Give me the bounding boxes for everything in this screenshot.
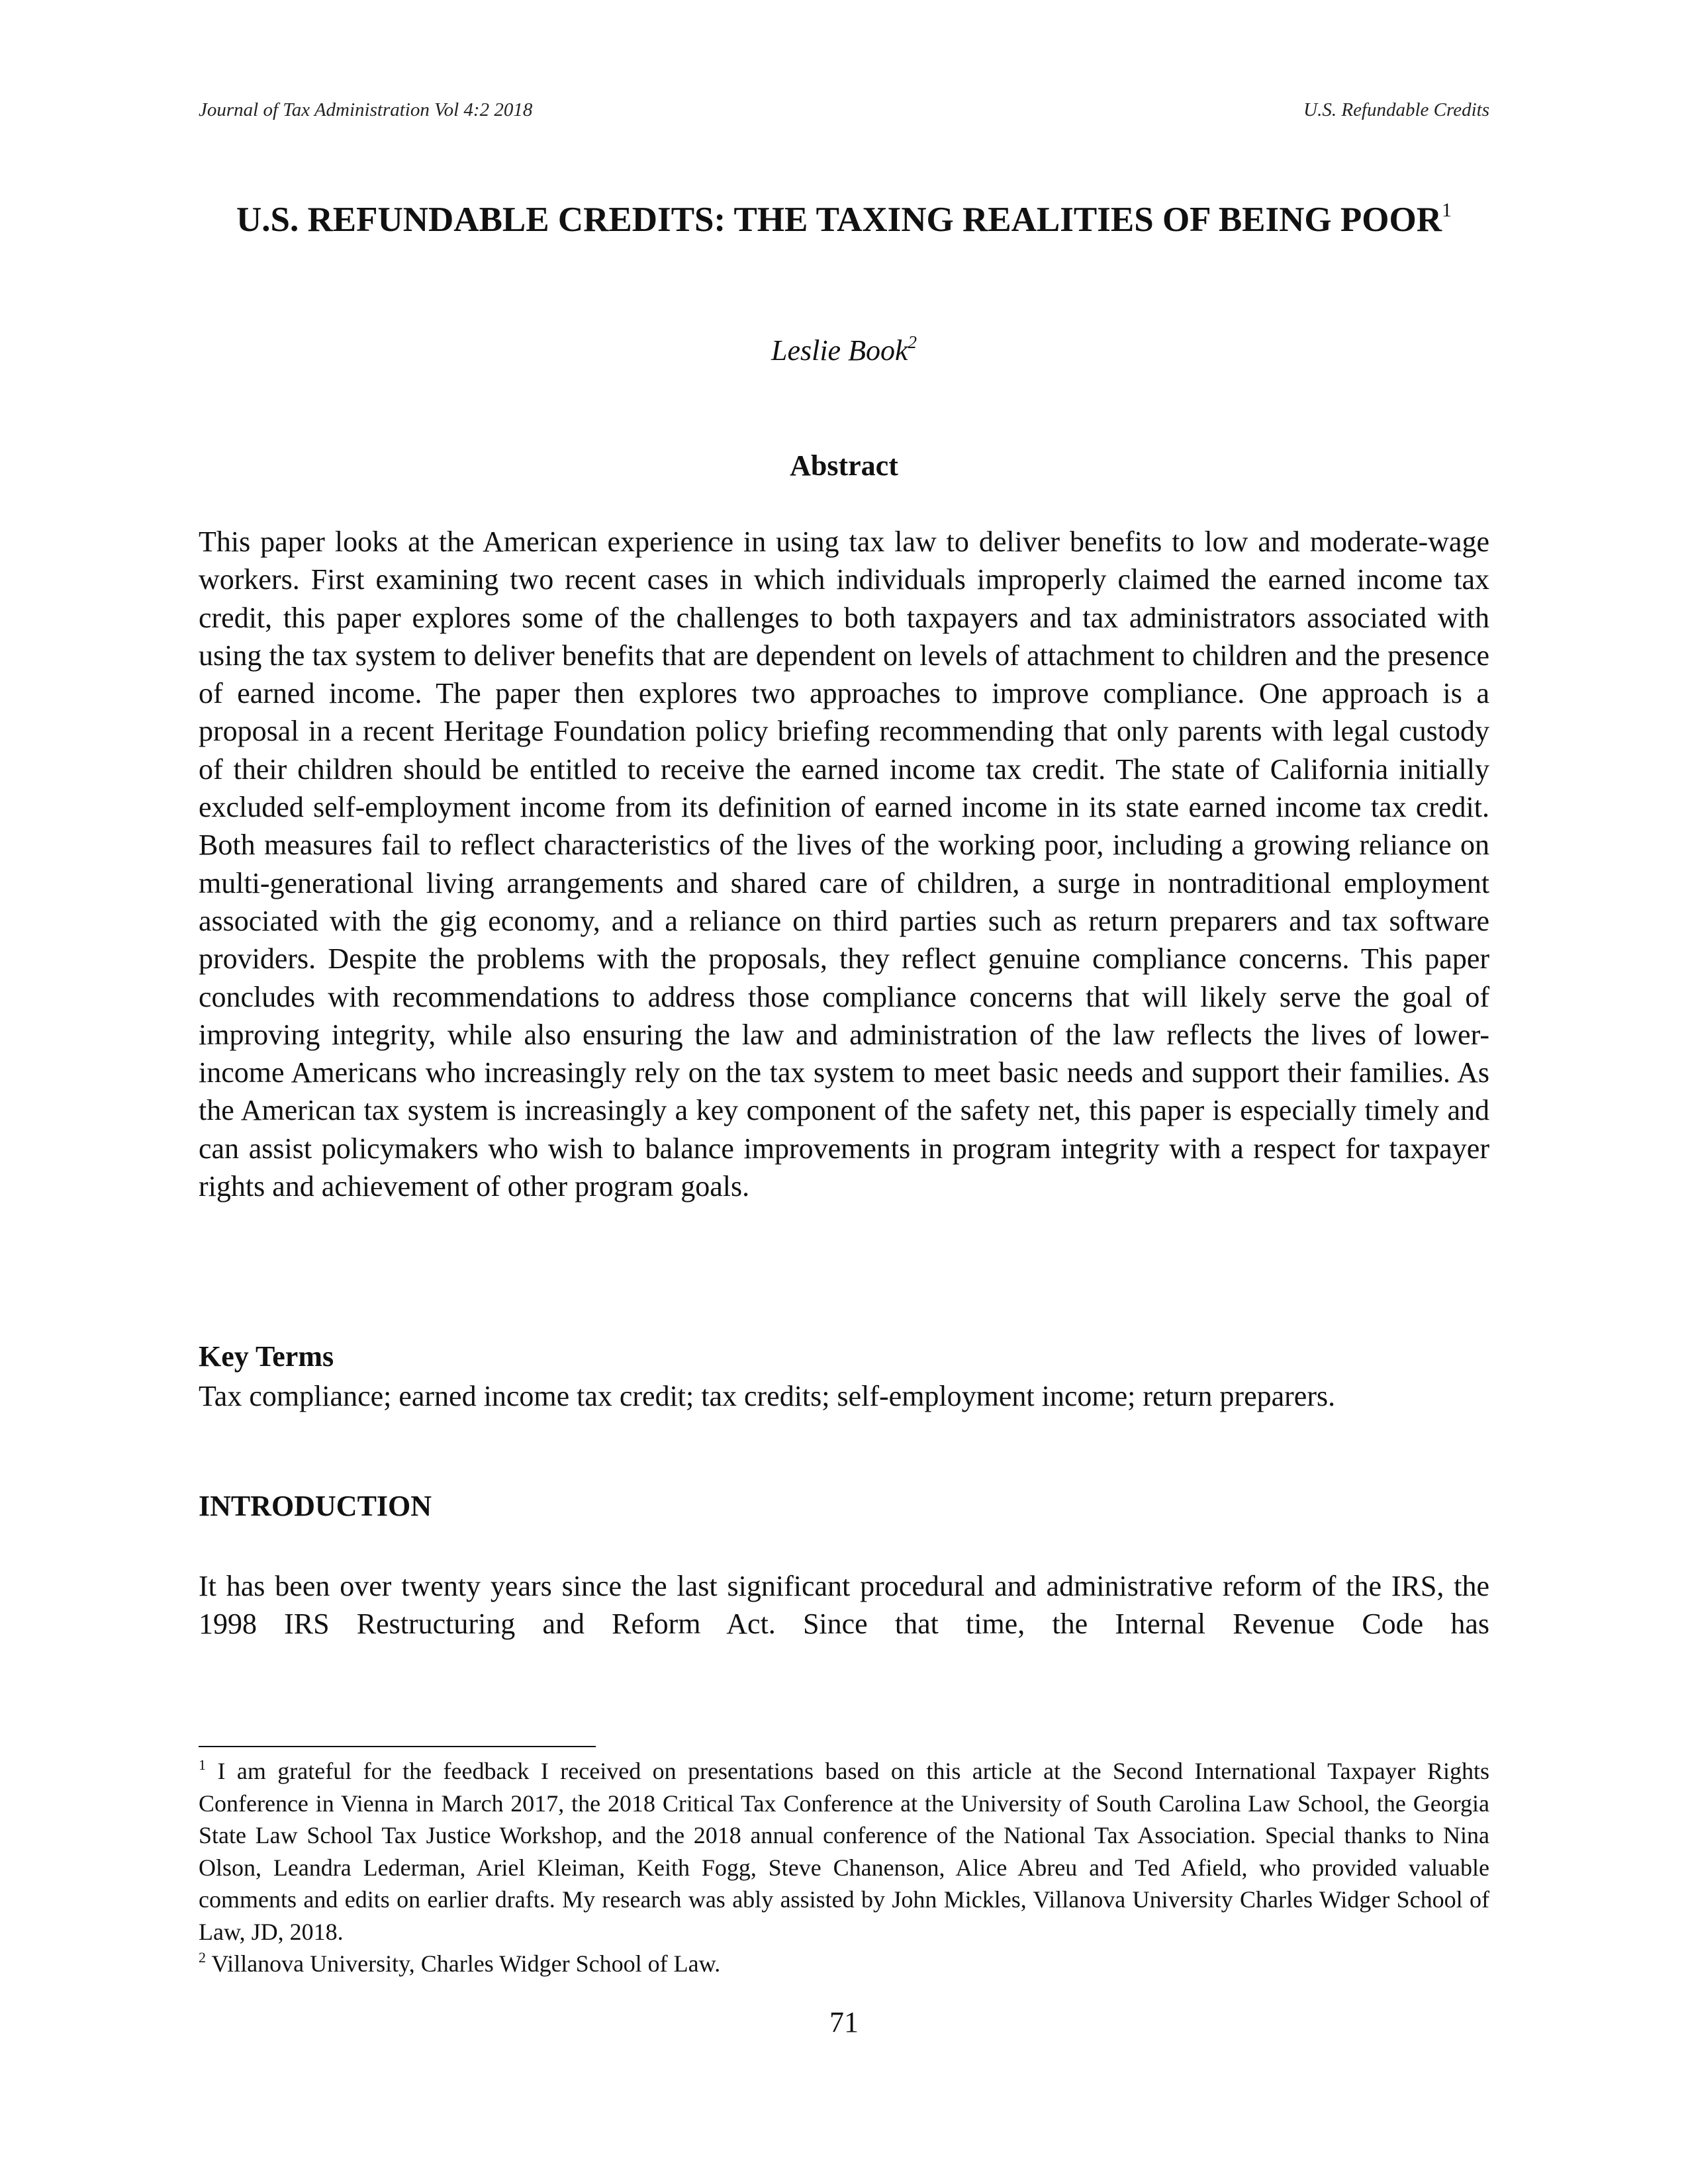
footnote-1-mark: 1 [199, 1756, 206, 1773]
footnote-2-mark: 2 [199, 1949, 206, 1966]
title-footnote-mark[interactable]: 1 [1442, 199, 1452, 221]
abstract-heading: Abstract [790, 449, 898, 482]
key-terms-body: Tax compliance; earned income tax credit; tax credits; self-employment income; return preparers. [199, 1380, 1336, 1412]
footnote-1-text: I am grateful for the feedback I received on presentations based on this article at the Second International Taxpayer Rights Conference in Vienna in March 2017, the 2018 Critical Tax Conference at the University of South Carolina Law School, the Georgia State Law School Tax Justice Workshop, and the 2018 annual conference of the National Tax Association. Special thanks to Nina Olson, Leandra Lederman, Ariel Kleiman, Keith Fogg, Steve Chanenson, Alice Abreu and Ted Afield, who provided valuable comments and edits on earlier drafts. My research was ably assisted by John Mickles, Villanova University Charles Widger School of Law, JD, 2018. [199, 1758, 1489, 1945]
article-title [199, 200, 1489, 240]
author-footnote-mark[interactable]: 2 [908, 332, 917, 352]
short-title: U.S. Refundable Credits [1303, 99, 1489, 120]
article-title-text: U.S. REFUNDABLE CREDITS: THE TAXING REALITIES OF BEING POOR [236, 201, 1442, 239]
introduction-body: It has been over twenty years since the last significant procedural and administrative reform of the IRS, the 1998 IRS Restructuring and Reform Act. Since that time, the Internal Revenue Code has [199, 1570, 1489, 1640]
footnote-divider [199, 1746, 596, 1747]
footnote-1 [199, 1755, 1489, 1948]
footnote-2-text: Villanova University, Charles Widger School of Law. [206, 1950, 721, 1977]
abstract-body: This paper looks at the American experience in using tax law to deliver benefits to low and moderate-wage workers. First examining two recent cases in which individuals improperly claimed the earned income tax credit, this paper explores some of the challenges to both taxpayers and tax administrators associated with using the tax system to deliver benefits that are dependent on levels of attachment to children and the presence of earned income. The paper then explores two approaches to improve compliance. One approach is a proposal in a recent Heritage Foundation policy briefing recommending that only parents with legal custody of their children should be entitled to receive the earned income tax credit. The state of California initially excluded self-employment income from its definition of earned income in its state earned income tax credit. Both measures fail to reflect characteristics of the lives of the working poor, including a growing reliance on multi-generational living arrangements and shared care of children, a surge in nontraditional employment associated with the gig economy, and a reliance on third parties such as return preparers and tax software providers. Despite the problems with the proposals, they reflect genuine compliance concerns. This paper concludes with recommendations to address those compliance concerns that will likely serve the goal of improving integrity, while also ensuring the law and administration of the law reflects the lives of lower-income Americans who increasingly rely on the tax system to meet basic needs and support their families. As the American tax system is increasingly a key component of the safety net, this paper is especially timely and can assist policymakers who wish to balance improvements in program integrity with a respect for taxpayer rights and achievement of other program goals. [199, 525, 1489, 1203]
author-name: Leslie Book [771, 334, 908, 367]
introduction-heading: INTRODUCTION [199, 1490, 432, 1522]
journal-name: Journal of Tax Administration Vol 4:2 2018 [199, 99, 533, 120]
footnotes [199, 1755, 1489, 1980]
footnote-2 [199, 1948, 1489, 1980]
author-line [199, 334, 1489, 367]
page-number: 71 [829, 2006, 859, 2038]
key-terms-heading: Key Terms [199, 1340, 334, 1373]
